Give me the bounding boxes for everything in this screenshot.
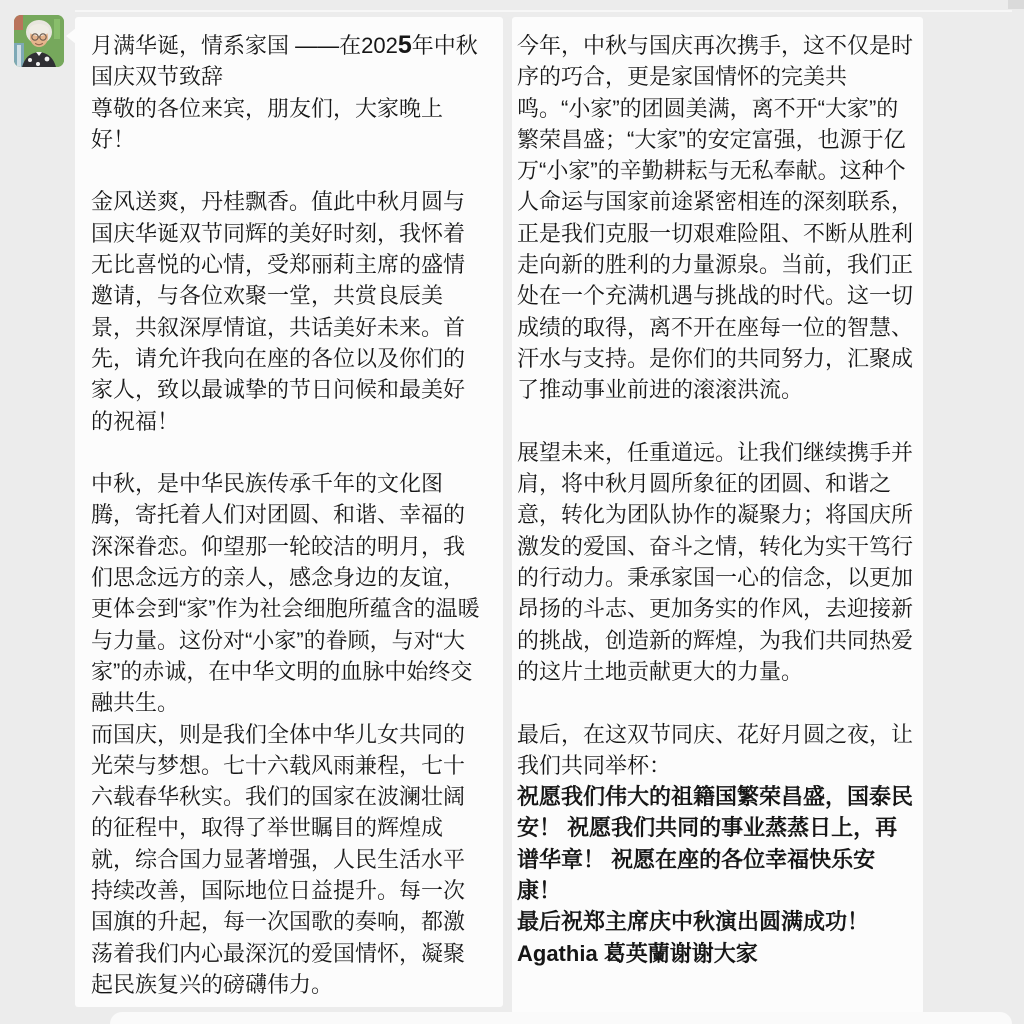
speech-paragraph: 而国庆，则是我们全体中华儿女共同的光荣与梦想。七十六载风雨兼程，七十六载春华秋实。我们的国家在波澜壮阔的征程中，取得了举世瞩目的辉煌成就，综合国力显著增强，人民生活水平持续改善，国际地位日益提升。每一次国旗的升起，每一次国歌的奏响，都激荡着我们内心最深沉的爱国情怀，凝聚起民族复兴的磅礴伟力。 [91, 721, 466, 997]
speech-paragraph: 金风送爽，丹桂飘香。值此中秋月圆与国庆华诞双节同辉的美好时刻，我怀着无比喜悦的心情，受郑丽莉主席的盛情邀请，与各位欢聚一堂，共赏良辰美景，共叙深厚情谊，共话美好未来。首先，请允许我向在座的各位以及你们的家人，致以最诚挚的节日问候和最美好的祝福！ [91, 189, 466, 434]
title-bold-digit: 5 [397, 31, 412, 59]
elderly-woman-photo-icon [14, 15, 64, 67]
speech-page-right [512, 17, 923, 1014]
speech-toast-paragraph: 祝愿我们伟大的祖籍国繁荣昌盛，国泰民安！ 祝愿我们共同的事业蒸蒸日上，再谱华章！ 祝愿在座的各位幸福快乐安康！ [517, 784, 914, 904]
avatar[interactable] [14, 15, 64, 67]
title-text-pre: 月满华诞，情系家国 ——在202 [91, 33, 398, 58]
speech-title [91, 30, 484, 93]
speech-paragraph: 今年，中秋与国庆再次携手，这不仅是时序的巧合，更是家国情怀的完美共鸣。“小家”的团圆美满，离不开“大家”的繁荣昌盛；“大家”的安定富强，也源于亿万“小家”的辛勤耕耘与无私奉献。这种个人命运与国家前途紧密相连的深刻联系，正是我们克服一切艰难险阻、不断从胜利走向新的胜利的力量源泉。当前，我们正处在一个充满机遇与挑战的时代。这一切成绩的取得，离不开在座每一位的智慧、汗水与支持。是你们的共同努力，汇聚成了推动事业前进的滚滚洪流。 [517, 33, 914, 403]
speech-paragraph: 中秋，是中华民族传承千年的文化图腾，寄托着人们对团圆、和谐、幸福的深深眷恋。仰望那一轮皎洁的明月，我们思念远方的亲人，感念身边的友谊，更体会到“家”作为社会细胞所蕴含的温暖与力量。这份对“小家”的眷顾，与对“大家”的赤诚，在中华文明的血脉中始终交融共生。 [91, 471, 480, 716]
speech-toast-paragraph: 最后祝郑主席庆中秋演出圆满成功！ [517, 909, 870, 935]
speech-paragraph: 展望未来，任重道远。让我们继续携手并肩，将中秋月圆所象征的团圆、和谐之意，转化为团队协作的凝聚力；将国庆所激发的爱国、奋斗之情，转化为实干笃行的行动力。秉承家国一心的信念，以更加昂扬的斗志、更加务实的作风，去迎接新的挑战，创造新的辉煌，为我们共同热爱的这片土地贡献更大的力量。 [517, 439, 914, 684]
next-message-peek[interactable] [110, 1012, 1012, 1024]
speech-page-left [75, 17, 503, 1007]
speech-signature: Agathia 葛英蘭谢谢大家 [517, 940, 758, 966]
message-image[interactable] [75, 10, 1012, 1014]
speech-paragraph: 尊敬的各位来宾，朋友们，大家晚上好！ [91, 95, 444, 152]
title-text-post: 年中秋国庆双节致辞 [91, 33, 478, 90]
speech-paragraph: 最后，在这双节同庆、花好月圆之夜，让我们共同举杯： [517, 721, 914, 778]
screen-corner-artifact [1008, 0, 1024, 9]
